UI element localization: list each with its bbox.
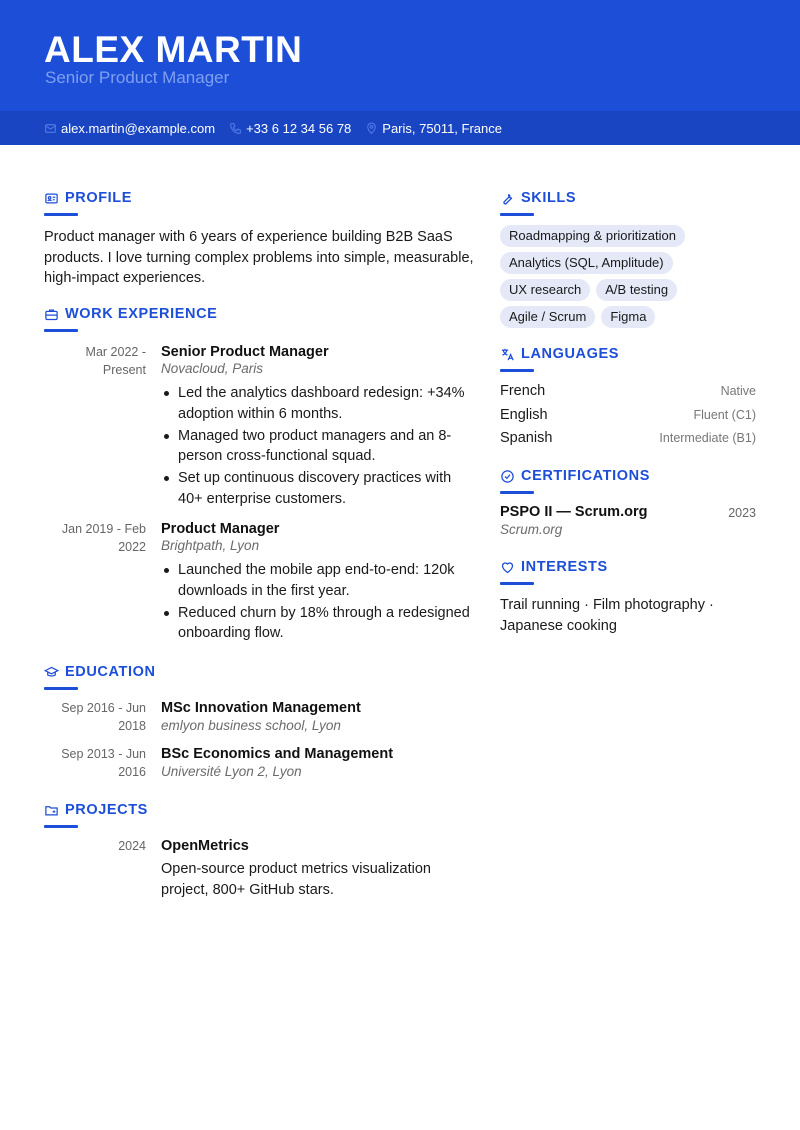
languages-heading — [500, 346, 619, 362]
skill-chip: UX research — [500, 279, 590, 301]
language-name: French — [500, 383, 546, 399]
bullet-item: Reduced churn by 18% through a redesigned onboarding flow. — [178, 603, 478, 644]
project-title: OpenMetrics — [161, 838, 249, 854]
degree-title: BSc Economics and Management — [161, 746, 394, 762]
mail-icon — [44, 122, 57, 135]
interests-text: Trail running · Film photography · Japanese cooking — [500, 597, 714, 634]
skill-chip: Agile / Scrum — [500, 306, 595, 328]
profile-text: Product manager with 6 years of experience building B2B SaaS products. I love turning complex problems into simple, measurable, high-impact experiences. — [44, 229, 474, 286]
project-description: Open-source product metrics visualization project, 800+ GitHub stars. — [161, 861, 431, 898]
interests-heading — [500, 559, 608, 575]
section-underline — [500, 369, 534, 372]
projects-heading — [44, 802, 148, 818]
education-heading — [44, 664, 156, 680]
email-text: alex.martin@example.com — [61, 120, 216, 136]
section-underline — [44, 213, 78, 216]
work-company: Brightpath, Lyon — [161, 538, 260, 553]
work-title-entry: Product Manager — [161, 521, 280, 537]
language-level: Intermediate (B1) — [659, 431, 756, 445]
language-row — [500, 407, 756, 423]
heart-icon — [500, 560, 515, 575]
work-heading — [44, 306, 217, 322]
location-pin-icon — [365, 122, 378, 135]
candidate-name: ALEX MARTIN — [44, 29, 303, 70]
bullet-item: Set up continuous discovery practices with 40+ enterprise customers. — [178, 468, 478, 509]
skill-chip: Roadmapping & prioritization — [500, 225, 685, 247]
skills-list — [500, 225, 760, 333]
phone-text: +33 6 12 34 56 78 — [246, 120, 352, 136]
work-bullets — [178, 560, 478, 645]
folder-icon — [44, 803, 59, 818]
languages-title: LANGUAGES — [521, 346, 620, 362]
interests-title: INTERESTS — [521, 559, 608, 575]
bullet-item: Managed two product managers and an 8-person cross-functional squad. — [178, 426, 478, 467]
contact-email — [44, 121, 215, 136]
education-title: EDUCATION — [65, 664, 156, 680]
skills-title: SKILLS — [521, 190, 577, 206]
phone-icon — [229, 122, 242, 135]
badge-check-icon — [500, 469, 515, 484]
projects-title: PROJECTS — [65, 802, 148, 818]
certification-year: 2023 — [728, 506, 756, 520]
language-name: Spanish — [500, 430, 553, 446]
work-date: Jan 2019 - Feb 2022 — [61, 522, 146, 554]
work-company: Novacloud, Paris — [161, 361, 264, 376]
section-underline — [44, 825, 78, 828]
project-date: 2024 — [118, 839, 146, 853]
section-underline — [500, 213, 534, 216]
bullet-item: Led the analytics dashboard redesign: +34% adoption within 6 months. — [178, 383, 478, 424]
profile-title: PROFILE — [65, 190, 133, 206]
section-underline — [44, 687, 78, 690]
language-row — [500, 430, 756, 446]
work-date: Mar 2022 - Present — [85, 345, 146, 377]
work-title: WORK EXPERIENCE — [65, 306, 218, 322]
education-date: Sep 2013 - Jun 2016 — [61, 747, 146, 779]
section-underline — [500, 491, 534, 494]
skills-heading — [500, 190, 576, 206]
work-title-entry: Senior Product Manager — [161, 344, 329, 360]
work-bullets — [178, 383, 478, 511]
graduation-cap-icon — [44, 665, 59, 680]
candidate-role: Senior Product Manager — [45, 68, 230, 87]
certifications-title: CERTIFICATIONS — [521, 468, 650, 484]
skill-chip: Analytics (SQL, Amplitude) — [500, 252, 673, 274]
language-name: English — [500, 407, 548, 423]
profile-heading — [44, 190, 132, 206]
section-underline — [44, 329, 78, 332]
briefcase-icon — [44, 307, 59, 322]
education-date: Sep 2016 - Jun 2018 — [61, 701, 146, 733]
certification-name: PSPO II — Scrum.org — [500, 504, 648, 520]
contact-bar — [0, 111, 800, 145]
contact-phone — [229, 121, 351, 136]
bullet-item: Launched the mobile app end-to-end: 120k downloads in the first year. — [178, 560, 478, 601]
language-row — [500, 383, 756, 399]
school-name: Université Lyon 2, Lyon — [161, 764, 302, 779]
certification-org: Scrum.org — [500, 522, 563, 537]
location-text: Paris, 75011, France — [382, 120, 502, 136]
language-level: Native — [720, 384, 756, 398]
skill-chip: Figma — [601, 306, 655, 328]
language-level: Fluent (C1) — [693, 408, 756, 422]
degree-title: MSc Innovation Management — [161, 700, 361, 716]
school-name: emlyon business school, Lyon — [161, 718, 341, 733]
skill-chip: A/B testing — [596, 279, 677, 301]
translate-icon — [500, 347, 515, 362]
id-card-icon — [44, 191, 59, 206]
wrench-icon — [500, 191, 515, 206]
certifications-heading — [500, 468, 650, 484]
section-underline — [500, 582, 534, 585]
resume-header — [0, 0, 800, 111]
contact-location — [365, 121, 502, 136]
